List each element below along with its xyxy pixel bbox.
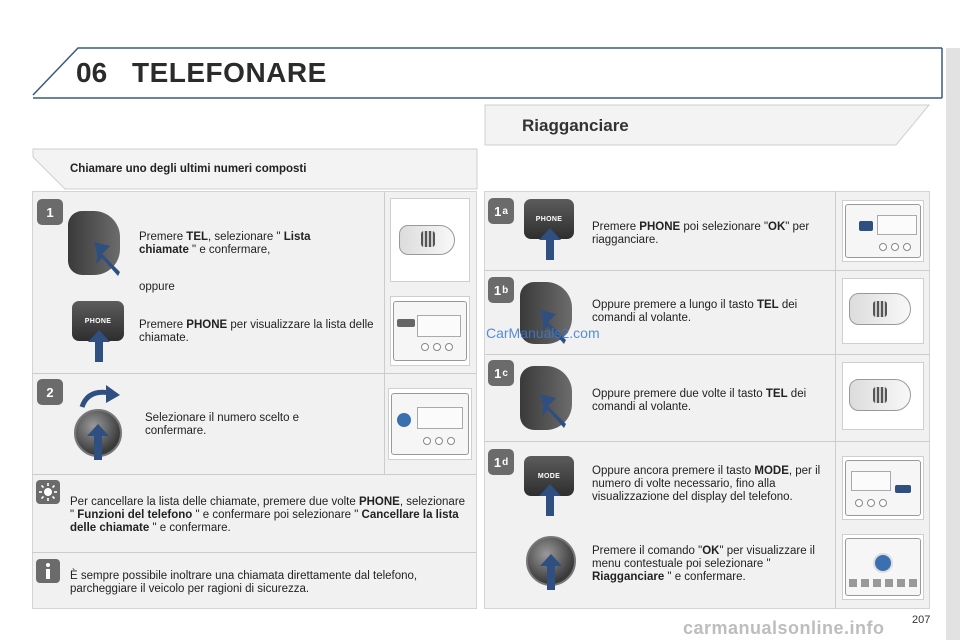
step-badge-1b: 1 b — [488, 277, 514, 303]
step1-text-a: Premere TEL, selezionare " Lista chiamate " e confermare, — [139, 231, 311, 256]
radio-thumbnail — [842, 534, 924, 600]
step-badge-2: 2 — [37, 379, 63, 405]
step-badge-1a: 1 a — [488, 198, 514, 224]
step-badge-1: 1 — [37, 199, 63, 225]
step1b-text: Oppure premere a lungo il tasto TEL dei comandi al volante. — [592, 299, 798, 324]
chapter-number: 06 — [76, 57, 108, 88]
step2-text: Selezionare il numero scelto e confermare. — [145, 412, 300, 437]
lever-thumbnail — [390, 198, 470, 282]
up-arrow-icon — [88, 330, 110, 362]
section-title: Riagganciare — [522, 116, 629, 135]
footer-watermark: carmanualsonline.info — [683, 618, 885, 638]
mode-key-icon: MODE — [524, 456, 574, 496]
lever-thumbnail — [842, 362, 924, 430]
rotate-arrow-icon — [78, 385, 122, 411]
page-number: 207 — [912, 614, 931, 626]
up-arrow-icon — [540, 554, 562, 590]
page-title: TELEFONARE — [132, 57, 327, 88]
up-arrow-icon — [539, 228, 561, 260]
section-subtitle: Chiamare uno degli ultimi numeri composti — [70, 163, 307, 175]
pointer-arrow-icon — [538, 392, 578, 432]
step1e-text: Premere il comando "OK" per visualizzare il menu contestuale poi selezionare " Riagganciare " e confermare. — [592, 545, 815, 583]
radio-thumbnail — [390, 296, 470, 366]
step1d-text: Oppure ancora premere il tasto MODE, per il numero di volte necessario, fino alla visualizzazione del display del telefono. — [592, 465, 821, 503]
radio-thumbnail — [842, 456, 924, 520]
or-text: oppure — [139, 281, 175, 293]
info-icon — [36, 559, 60, 583]
step1a-text: Premere PHONE poi selezionare "OK" per riagganciare. — [592, 221, 810, 246]
radio-thumbnail — [388, 388, 472, 460]
lever-thumbnail — [842, 278, 924, 344]
watermark-text: CarManuals2.com — [486, 325, 600, 341]
tip-text: Per cancellare la lista delle chiamate, premere due volte PHONE, selezionare " Funzioni del telefono " e confermare poi selezionare " Cancellare la lista delle chiamate " e confermare. — [70, 496, 466, 534]
phone-key-icon: PHONE — [72, 301, 124, 341]
step-badge-1d: 1 d — [488, 449, 514, 475]
step1c-text: Oppure premere due volte il tasto TEL dei comandi al volante. — [592, 388, 807, 413]
page-edge-strip — [946, 48, 960, 640]
radio-thumbnail — [842, 200, 924, 262]
up-arrow-icon — [539, 484, 561, 516]
tip-sun-icon — [36, 480, 60, 504]
info-text: È sempre possibile inoltrare una chiamata direttamente dal telefono, parcheggiare il veicolo per ragioni di sicurezza. — [70, 570, 418, 595]
phone-key-icon: PHONE — [524, 199, 574, 239]
up-arrow-icon — [87, 424, 109, 460]
step-badge-1c: 1 c — [488, 360, 514, 386]
step1-text-b: Premere PHONE per visualizzare la lista delle chiamate. — [139, 319, 374, 344]
pointer-arrow-icon — [92, 240, 132, 280]
